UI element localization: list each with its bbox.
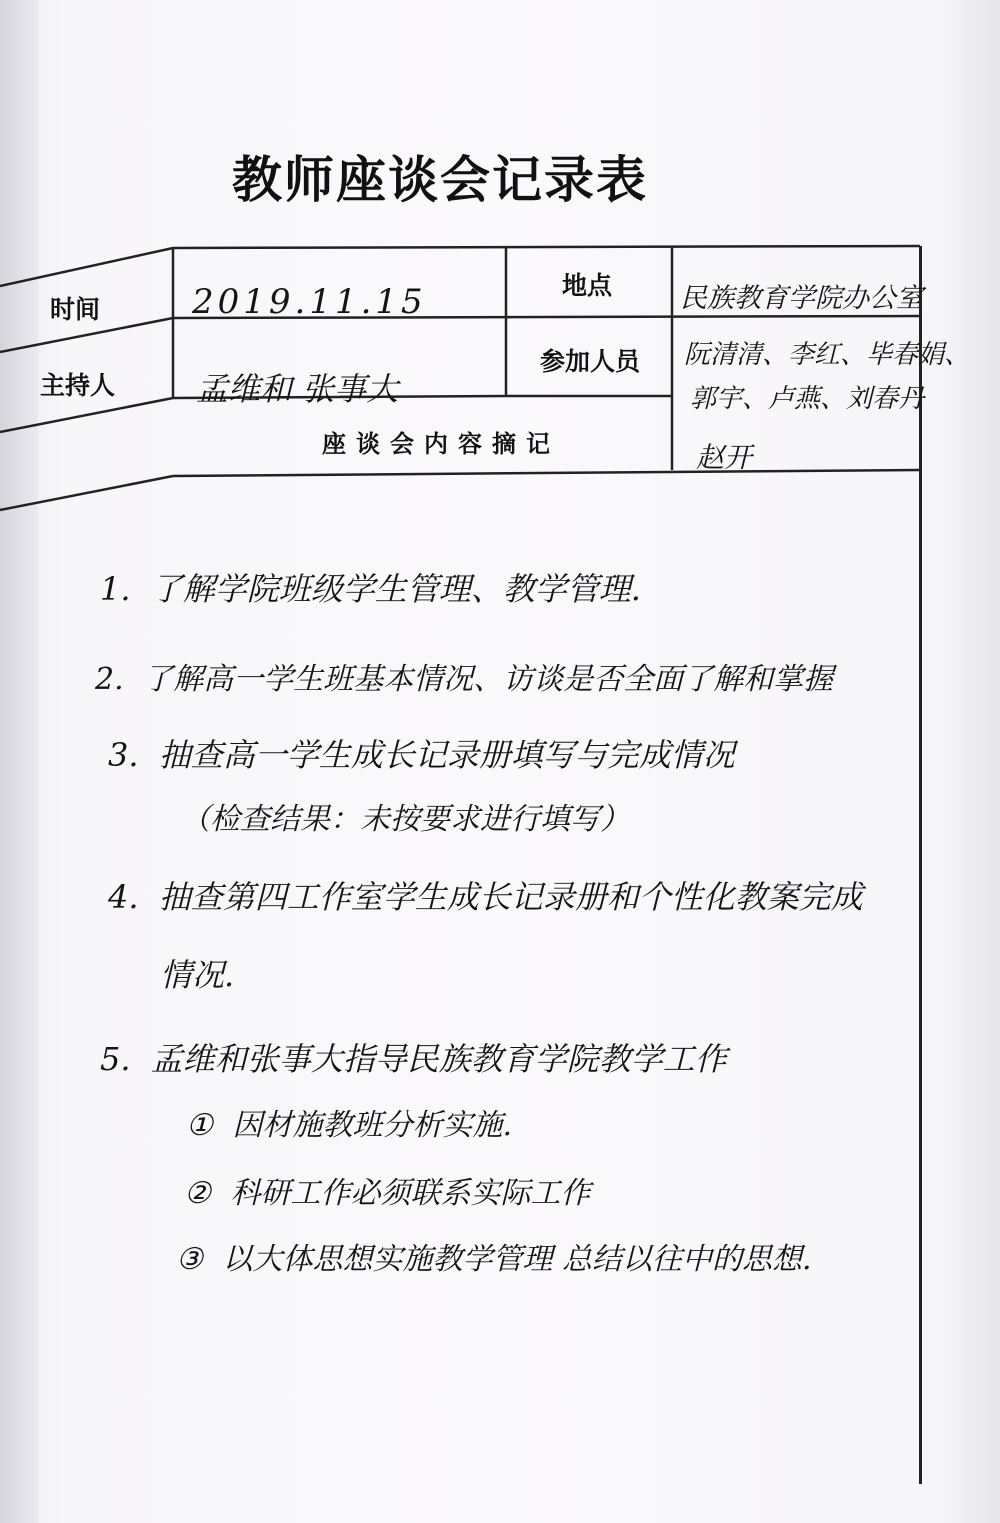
list-item <box>184 1168 590 1212</box>
item-text: 因材施教班分析实施. <box>232 1108 512 1143</box>
list-item <box>180 794 630 838</box>
item-text: （检查结果：未按要求进行填写） <box>180 802 630 837</box>
table-right-border <box>919 246 922 1484</box>
list-item <box>108 872 863 918</box>
list-item <box>186 1100 512 1144</box>
item-text: 情况. <box>160 956 235 994</box>
item-text: 了解高一学生班基本情况、访谈是否全面了解和掌握 <box>143 662 834 697</box>
participant-line-1: 阮清清、李红、毕春娟、 <box>684 340 971 370</box>
item-text: 以大体思想实施教学管理 总结以往中的思想. <box>222 1242 812 1277</box>
list-item <box>176 1234 812 1278</box>
participant-line-2: 郭宇、卢燕、刘春丹 <box>690 384 925 414</box>
page-title: 教师座谈会记录表 <box>232 151 648 209</box>
item-number: ② <box>184 1176 211 1211</box>
location-label: 地点 <box>562 272 613 300</box>
item-number: 4. <box>108 878 139 916</box>
item-text: 抽查高一学生成长记录册填写与完成情况 <box>158 736 735 774</box>
item-number: ① <box>186 1108 213 1143</box>
item-number: ③ <box>176 1242 203 1277</box>
location-value: 民族教育学院办公室 <box>680 283 923 314</box>
time-value: 2019.11.15 <box>192 282 427 322</box>
item-text: 孟维和张事大指导民族教育学院教学工作 <box>150 1040 727 1078</box>
item-text: 了解学院班级学生管理、教学管理. <box>150 570 641 608</box>
list-item <box>160 950 234 996</box>
item-number: 2. <box>95 662 124 697</box>
item-number: 3. <box>108 736 139 774</box>
list-item <box>100 1034 727 1080</box>
participants-label: 参加人员 <box>540 348 641 376</box>
time-label: 时间 <box>50 296 101 324</box>
list-item <box>100 564 641 610</box>
item-number: 1. <box>100 570 131 608</box>
participant-line-3: 赵开 <box>696 441 753 474</box>
list-item <box>95 654 833 698</box>
list-item <box>108 730 735 776</box>
host-value: 孟维和 张事大 <box>196 370 399 408</box>
item-number: 5. <box>100 1040 131 1078</box>
item-text: 科研工作必须联系实际工作 <box>230 1176 591 1211</box>
host-label: 主持人 <box>40 372 116 400</box>
section-label: 座谈会内容摘记 <box>322 431 560 458</box>
item-text: 抽查第四工作室学生成长记录册和个性化教案完成 <box>158 878 863 916</box>
